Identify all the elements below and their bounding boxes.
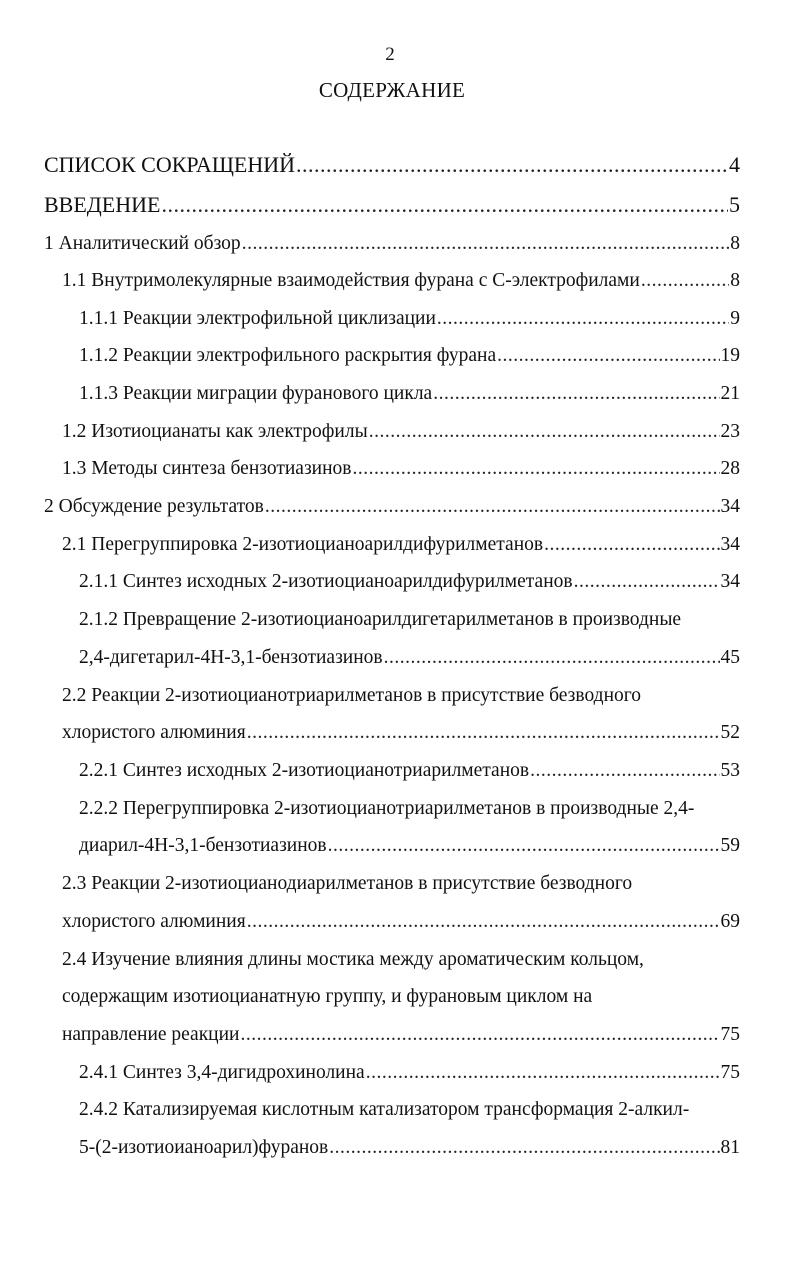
toc-page-number: 69 [720, 911, 740, 932]
toc-page-number: 34 [720, 571, 740, 592]
toc-leader-dots [265, 494, 720, 520]
toc-entry-text: диарил-4Н-3,1-бензотиазинов [79, 835, 327, 856]
toc-entry-text: 1.1.3 Реакции миграции фуранового цикла [79, 383, 433, 404]
toc-page-number: 21 [720, 383, 740, 404]
toc-entry-text: 2.1.1 Синтез исходных 2-изотиоцианоарилдифурилметанов [79, 571, 573, 592]
toc-entry[interactable] [44, 152, 740, 178]
toc-entry-text: 2.4.1 Синтез 3,4-дигидрохинолина [79, 1062, 365, 1083]
toc-entry[interactable] [79, 833, 740, 859]
toc-page-number: 52 [720, 722, 740, 743]
toc-entry[interactable] [62, 720, 740, 746]
page-title: СОДЕРЖАНИЕ [318, 78, 466, 102]
toc-leader-dots [574, 569, 720, 595]
toc-entry[interactable] [62, 909, 740, 935]
toc-entry[interactable] [79, 569, 740, 595]
toc-leader-dots [530, 758, 719, 784]
toc-entry-text: 2.4 Изучение влияния длины мостика между ароматическим кольцом, [62, 949, 644, 970]
toc-leader-dots [366, 1060, 720, 1086]
toc-leader-dots [161, 192, 728, 218]
toc-entry[interactable] [79, 645, 740, 671]
toc-leader-dots [296, 152, 728, 178]
toc-leader-dots [328, 833, 720, 859]
toc-page-number: 81 [720, 1137, 740, 1158]
toc-entry[interactable] [44, 231, 740, 257]
toc-leader-dots [353, 456, 720, 482]
toc-leader-dots [329, 1135, 719, 1161]
toc-entry-text: 1.1.2 Реакции электрофильного раскрытия фурана [79, 345, 497, 366]
toc-entry-text: 2,4-дигетарил-4H-3,1-бензотиазинов [79, 647, 383, 668]
toc-leader-dots [437, 306, 729, 332]
toc-leader-dots [242, 231, 730, 257]
toc-page-number: 8 [730, 270, 740, 291]
toc-page-number: 75 [720, 1062, 740, 1083]
toc-entry-text: 2.3 Реакции 2-изотиоцианодиарилметанов в присутствие безводного [62, 873, 633, 894]
toc-entry-text: 1.3 Методы синтеза бензотиазинов [62, 458, 352, 479]
toc-entry-text: СПИСОК СОКРАЩЕНИЙ [44, 152, 296, 177]
toc-entry-text: 2.1 Перегруппировка 2-изотиоцианоарилдифурилметанов [62, 534, 544, 555]
toc-entry-text: 1.1.1 Реакции электрофильной циклизации [79, 308, 436, 329]
toc-entry[interactable] [79, 381, 740, 407]
toc-entry[interactable] [79, 1060, 740, 1086]
toc-entry[interactable] [62, 456, 740, 482]
toc-entry-text: хлористого алюминия [62, 911, 246, 932]
toc-entry-text: 5-(2-изотиоианоарил)фуранов [79, 1137, 329, 1158]
toc-page-number: 34 [720, 496, 740, 517]
toc-entry-text: направление реакции [62, 1024, 240, 1045]
toc-entry-text: 2.4.2 Катализируемая кислотным катализатором трансформация 2-алкил- [79, 1099, 690, 1120]
toc-entry[interactable] [62, 268, 740, 294]
toc-entry[interactable] [79, 758, 740, 784]
toc-page-number: 45 [720, 647, 740, 668]
toc-entry-text: ВВЕДЕНИЕ [44, 192, 161, 217]
toc-entry-text: 2.2.1 Синтез исходных 2-изотиоцианотриарилметанов [79, 760, 530, 781]
toc-page-number: 5 [729, 192, 740, 217]
toc-leader-dots [247, 909, 720, 935]
toc-page-number: 75 [720, 1024, 740, 1045]
toc-page-number: 23 [720, 421, 740, 442]
toc-page-number: 28 [720, 458, 740, 479]
toc-entry-text: 2.2 Реакции 2-изотиоцианотриарилметанов в присутствие безводного [62, 685, 642, 706]
toc-page-number: 19 [720, 345, 740, 366]
toc-entry-text: 2.2.2 Перегруппировка 2-изотиоцианотриарилметанов в производные 2,4- [79, 798, 695, 819]
toc-leader-dots [433, 381, 719, 407]
toc-entry[interactable] [79, 1135, 740, 1161]
toc-leader-dots [247, 720, 720, 746]
toc-leader-dots [497, 343, 719, 369]
toc-entry[interactable] [79, 343, 740, 369]
toc-entry[interactable] [62, 532, 740, 558]
toc-entry[interactable] [44, 494, 740, 520]
toc-page-number: 9 [730, 308, 740, 329]
toc-entry-text: 2 Обсуждение результатов [44, 496, 264, 517]
toc-entry-text: 1.1 Внутримолекулярные взаимодействия фурана с С-электрофилами [62, 270, 640, 291]
toc-entry-text: 1 Аналитический обзор [44, 233, 241, 254]
toc-leader-dots [369, 419, 720, 445]
toc-page-number: 4 [729, 152, 740, 177]
toc-page-number: 34 [720, 534, 740, 555]
toc-page-number: 53 [720, 760, 740, 781]
toc-entry[interactable] [44, 192, 740, 218]
toc-entry[interactable] [79, 306, 740, 332]
toc-leader-dots [544, 532, 719, 558]
toc-page-number: 8 [730, 233, 740, 254]
toc-entry-text: 1.2 Изотиоцианаты как электрофилы [62, 421, 368, 442]
toc-entry[interactable] [62, 1022, 740, 1048]
toc-leader-dots [641, 268, 729, 294]
toc-entry-text: хлористого алюминия [62, 722, 246, 743]
toc-leader-dots [241, 1022, 720, 1048]
toc-page-number: 59 [720, 835, 740, 856]
toc-entry-text: 2.1.2 Превращение 2-изотиоцианоарилдигетарилметанов в производные [79, 609, 682, 630]
toc-entry-text: содержащим изотиоцианатную группу, и фурановым циклом на [62, 986, 593, 1007]
toc-leader-dots [384, 645, 720, 671]
toc-entry[interactable] [62, 419, 740, 445]
page-number: 2 [385, 44, 395, 65]
